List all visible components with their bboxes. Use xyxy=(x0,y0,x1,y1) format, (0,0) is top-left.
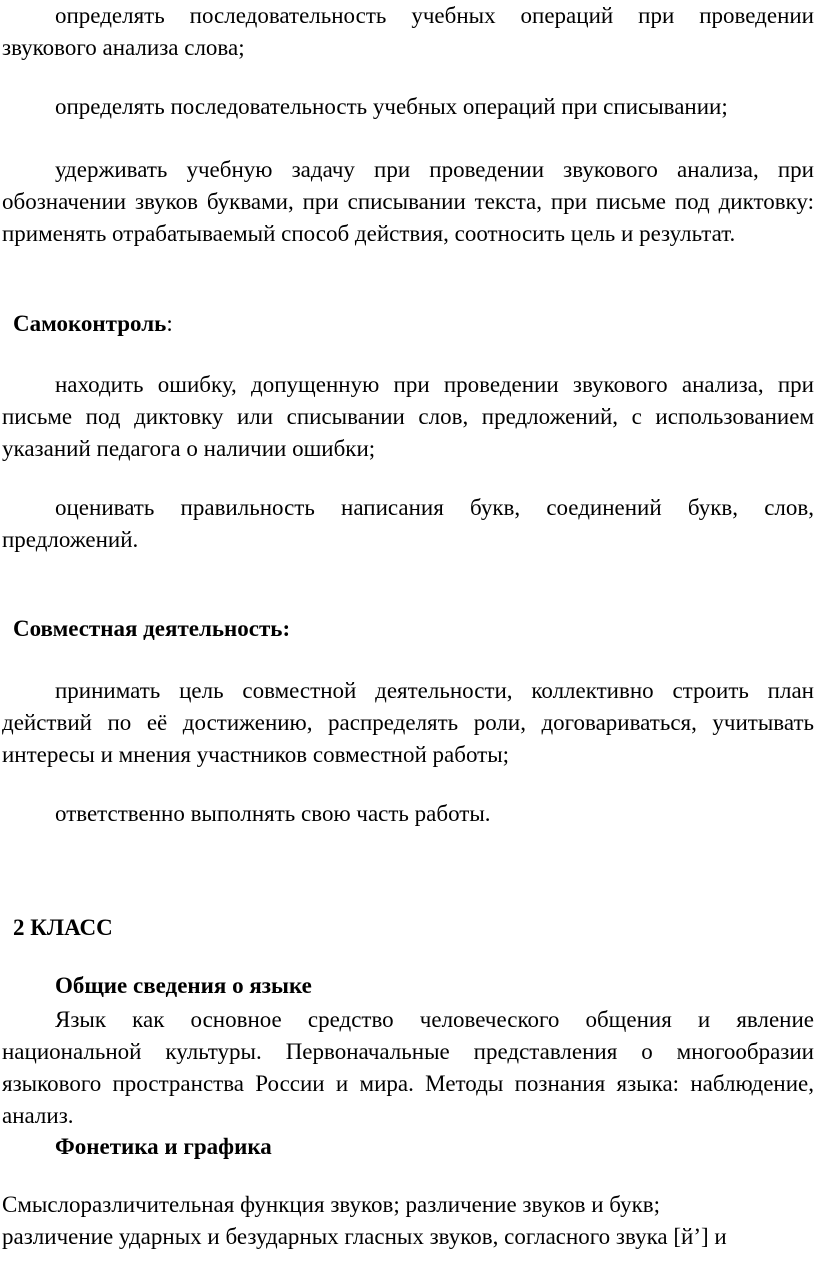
heading-self-control-colon: : xyxy=(166,311,173,336)
paragraph-find-error: находить ошибку, допущенную при проведении звукового анализа, при письме под диктовку или списывании слов, предложений, с использованием указаний педагога о наличии ошибки; xyxy=(2,372,814,461)
heading-phonetics-graphics: Фонетика и графика xyxy=(55,1134,272,1159)
paragraph-sequence-copying: определять последовательность учебных операций при списывании; xyxy=(55,94,728,119)
heading-self-control-line xyxy=(13,308,803,340)
paragraph-sound-function-line-1: Смыслоразличительная функция звуков; различение звуков и букв; xyxy=(2,1192,661,1217)
paragraph-sound-function-line-2: различение ударных и безударных гласных звуков, согласного звука [й’] и xyxy=(2,1224,727,1249)
paragraph-joint-goal: принимать цель совместной деятельности, коллективно строить план действий по её достижению, распределять роли, договариваться, учитывать интересы и мнения участников совместной работы; xyxy=(2,678,814,767)
paragraph-language-definition: Язык как основное средство человеческого общения и явление национальной культуры. Первоначальные представления о многообразии языкового пространства России и мира. Методы познания языка: наблюдение, анализ. xyxy=(2,1007,814,1128)
heading-self-control: Самоконтроль xyxy=(13,311,167,336)
paragraph-evaluate-writing: оценивать правильность написания букв, соединений букв, слов, предложений. xyxy=(2,495,814,552)
paragraph-hold-task: удерживать учебную задачу при проведении звукового анализа, при обозначении звуков буквами, при списывании текста, при письме под диктовку: применять отрабатываемый способ действия, соотносить цель и результат. xyxy=(2,157,814,246)
heading-grade-2: 2 КЛАСС xyxy=(13,915,113,940)
paragraph-responsibility: ответственно выполнять свою часть работы. xyxy=(55,801,491,826)
paragraph-sequence-sound-analysis: определять последовательность учебных операций при проведении звукового анализа слова; xyxy=(2,3,814,60)
heading-general-language: Общие сведения о языке xyxy=(55,973,312,998)
heading-joint-activity: Совместная деятельность: xyxy=(13,616,291,641)
